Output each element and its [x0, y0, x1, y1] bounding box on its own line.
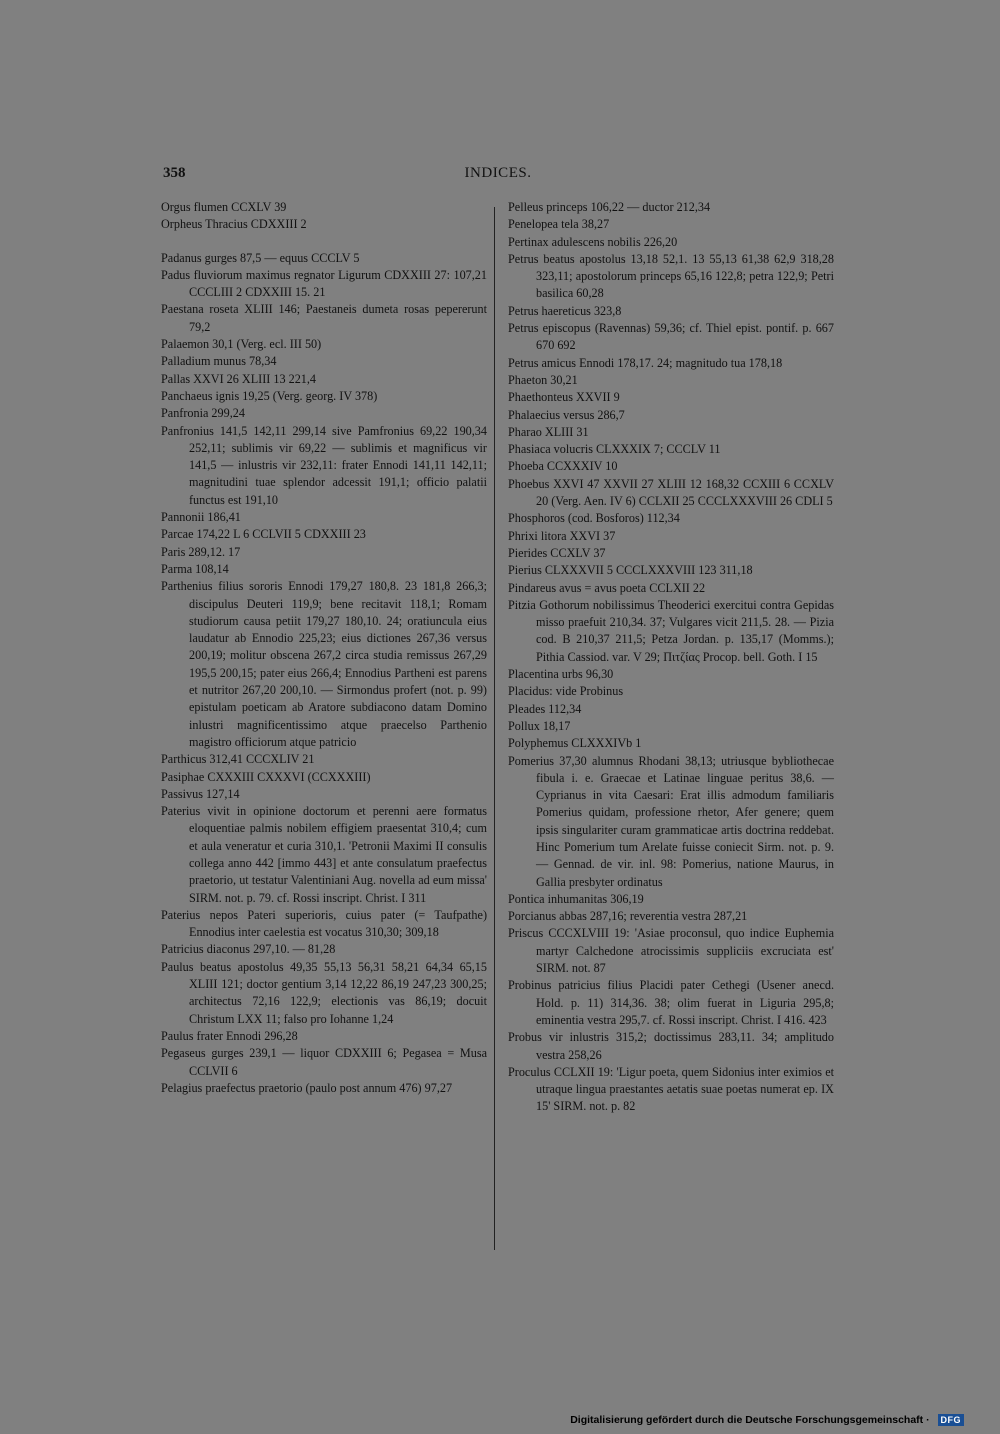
index-entry: Paulus beatus apostolus 49,35 55,13 56,31 58,21 64,34 65,15 XLIII 121; doctor gentium 3,14 12,22 86,19 247,23 300,25; architectus 72,16 122,9; electionis vas 86,19; docuit Christum LXX 11; falso pro Iohanne 1,24 [161, 959, 487, 1026]
index-entry: Phalaecius versus 286,7 [508, 407, 625, 422]
index-entry: Paris 289,12. 17 [161, 544, 241, 559]
index-entry: Pitzia Gothorum nobilissimus Theoderici exercitui contra Gepidas misso praefuit 210,34. 37; Vulgares vicit 211,5. 28. — Pizia cod. B 210,37 211,5; Petza Jordan. p. 135,17 (Momms.); Pithia Cassiod. var. V 29; Πιτζίας Procop. bell. Goth. I 15 [508, 597, 834, 664]
index-entry: Paterius vivit in opinione doctorum et perenni aere formatus eloquentiae palmis nobilem effigiem praesentat 310,4; cum et aula veneratur et curia 310,1. 'Petronii Maximi II consulis collega anno 442 [immo 443] et ante consulatum praefectus praetorio, ut testatur Valentiniani Aug. novella ad eum missa' SIRM. not. p. 79. cf. Rossi inscript. Christ. I 311 [161, 804, 487, 905]
index-entry: Parthenius filius sororis Ennodi 179,27 180,8. 23 181,8 266,3; discipulus Deuteri 119,9; bene recitavit 118,1; Romam studiorum causa petiit 179,27 180,10. 24; oratiuncula eius laudatur ab Ennodio 225,23; eius dictiones 267,36 versus 200,19; molitur obscena 267,2 circa studia remissus 267,29 195,5 200,15; pater eius 266,4; Ennodius Partheni est parens et nutritor 267,20 200,10. — Sirmondus profert (not. p. 99) epistulam poeticam ab Aratore subdiacono datam Domino inlustri magnificentissimo atque praecelso Parthenio magistro officiorum atque patricio [161, 579, 487, 749]
page-header [163, 165, 833, 185]
index-entry: Pierius CLXXXVII 5 CCCLXXXVIII 123 311,18 [508, 563, 753, 578]
index-entry: Phrixi litora XXVI 37 [508, 528, 616, 543]
index-entry: Parma 108,14 [161, 561, 229, 576]
index-entry: Passivus 127,14 [161, 786, 240, 801]
index-entry: Patricius diaconus 297,10. — 81,28 [161, 942, 336, 957]
footer-text: Digitalisierung gefördert durch die Deutsche Forschungsgemeinschaft · [570, 1414, 930, 1427]
index-entry: Pontica inhumanitas 306,19 [508, 891, 644, 906]
index-entry: Pelagius praefectus praetorio (paulo post annum 476) 97,27 [161, 1080, 453, 1095]
index-entry: Palaemon 30,1 (Verg. ecl. III 50) [161, 337, 322, 352]
index-entry: Phoeba CCXXXIV 10 [508, 459, 618, 474]
index-entry: Priscus CCCXLVIII 19: 'Asiae proconsul, quo indice Euphemia martyr Calchedone atrocissimis suppliciis excruciata est' SIRM. not. 87 [508, 926, 834, 976]
index-entry: Paterius nepos Pateri superioris, cuius pater (= Taufpathe) Ennodius inter caelestia est vocatus 310,30; 309,18 [161, 907, 487, 940]
index-entry: Panfronia 299,24 [161, 406, 245, 421]
index-entry: Panfronius 141,5 142,11 299,14 sive Pamfronius 69,22 190,34 252,11; sublimis vir 69,22 — sublimis et magnificus vir 141,5 — inlustris vir 232,11: frater Ennodi 141,11 142,11; magnitudini tuae splendor adcessit 191,1; officio palatii functus est 191,10 [161, 423, 487, 507]
page-number: 358 [163, 165, 186, 181]
index-entry: Porcianus abbas 287,16; reverentia vestra 287,21 [508, 909, 748, 924]
index-entry: Pertinax adulescens nobilis 226,20 [508, 234, 678, 249]
index-entry: Placentina urbs 96,30 [508, 667, 614, 682]
index-entry: Pierides CCXLV 37 [508, 545, 606, 560]
index-entry: Petrus beatus apostolus 13,18 52,1. 13 55,13 61,38 62,9 318,28 323,11; apostolorum princeps 65,16 122,8; petra 122,9; Petri basilica 60,28 [508, 251, 834, 301]
index-entry: Parcae 174,22 L 6 CCLVII 5 CDXXIII 23 [161, 527, 366, 542]
index-entry: Petrus episcopus (Ravennas) 59,36; cf. Thiel epist. pontif. p. 667 670 692 [508, 321, 834, 353]
digitization-footer [520, 1414, 964, 1426]
index-entry: Orgus flumen CCXLV 39 [161, 200, 287, 214]
index-entry: Padus fluviorum maximus regnator Ligurum CDXXIII 27: 107,21 CCCLIII 2 CDXXIII 15. 21 [161, 267, 487, 300]
page-title: INDICES. [464, 165, 532, 181]
index-entry: Pollux 18,17 [508, 718, 571, 733]
index-entry: Paulus frater Ennodi 296,28 [161, 1028, 298, 1043]
index-entry: Phosphoros (cod. Bosforos) 112,34 [508, 511, 680, 526]
index-entry: Parthicus 312,41 CCCXLIV 21 [161, 752, 315, 767]
index-entry: Phaethonteus XXVII 9 [508, 390, 620, 405]
right-column [508, 199, 834, 1116]
index-entry: Phaeton 30,21 [508, 372, 578, 387]
index-entry: Pleades 112,34 [508, 701, 582, 716]
index-entry: Pomerius 37,30 alumnus Rhodani 38,13; utriusque bybliothecae fibula i. e. Graecae et Latinae linguae peritus 38,6. — Cyprianus in vita Caesari: Erat illis admodum familiaris Pomerius quidam, professione rhetor, Afer genere; quem ipsis singulariter curam grammaticae artis doctrina reddebat. Hinc Pomerium tum Arelate fuisse coniecit Sirm. not. p. 9. — Gennad. de vir. inl. 98: Pomerius, natione Maurus, in Gallia presbyter ordinatus [508, 753, 834, 889]
index-entry: Paestana roseta XLIII 146; Paestaneis dumeta rosas pepererunt 79,2 [161, 302, 487, 334]
index-entry: Petrus amicus Ennodi 178,17. 24; magnitudo tua 178,18 [508, 355, 783, 370]
index-entry: Polyphemus CLXXXIVb 1 [508, 736, 642, 751]
index-entry: Penelopea tela 38,27 [508, 217, 610, 232]
index-entry: Pannonii 186,41 [161, 510, 241, 525]
index-entry: Pelleus princeps 106,22 — ductor 212,34 [508, 200, 711, 214]
index-entry: Pindareus avus = avus poeta CCLXII 22 [508, 580, 706, 595]
index-entry: Pegaseus gurges 239,1 — liquor CDXXIII 6; Pegasea = Musa CCLVII 6 [161, 1046, 487, 1078]
index-entry: Pallas XXVI 26 XLIII 13 221,4 [161, 371, 317, 386]
index-entry: Phasiaca volucris CLXXXIX 7; CCCLV 11 [508, 442, 721, 457]
index-entry: Pasiphae CXXXIII CXXXVI (CCXXXIII) [161, 769, 371, 784]
index-entry: Pharao XLIII 31 [508, 424, 589, 439]
index-entry: Petrus haereticus 323,8 [508, 303, 622, 318]
column-divider [494, 207, 495, 1250]
dfg-logo-icon[interactable]: DFG [938, 1414, 965, 1426]
index-entry: Orpheus Thracius CDXXIII 2 [161, 217, 307, 232]
index-entry: Phoebus XXVI 47 XXVII 27 XLIII 12 168,32 CCXIII 6 CCXLV 20 (Verg. Aen. IV 6) CCLXII 25 CCCLXXXVIII 26 CDLI 5 [508, 476, 834, 509]
index-entry: Proculus CCLXII 19: 'Ligur poeta, quem Sidonius inter eximios et utraque lingua praestantes aetatis suae poetas numerat ep. IX 15' SIRM. not. p. 82 [508, 1064, 834, 1114]
index-entry: Palladium munus 78,34 [161, 354, 277, 369]
index-entry: Panchaeus ignis 19,25 (Verg. georg. IV 378) [161, 388, 378, 403]
left-column [161, 199, 487, 1097]
index-entry: Probus vir inlustris 315,2; doctissimus 283,11. 34; amplitudo vestra 258,26 [508, 1030, 834, 1062]
index-entry: Probinus patricius filius Placidi pater Cethegi (Usener anecd. Hold. p. 11) 314,36. 38; olim fuerat in Liguria 295,8; eminentia vestra 295,7. cf. Rossi inscript. Christ. I 416. 423 [508, 978, 834, 1027]
index-entry: Placidus: vide Probinus [508, 684, 624, 699]
index-entry: Padanus gurges 87,5 — equus CCCLV 5 [161, 250, 360, 265]
